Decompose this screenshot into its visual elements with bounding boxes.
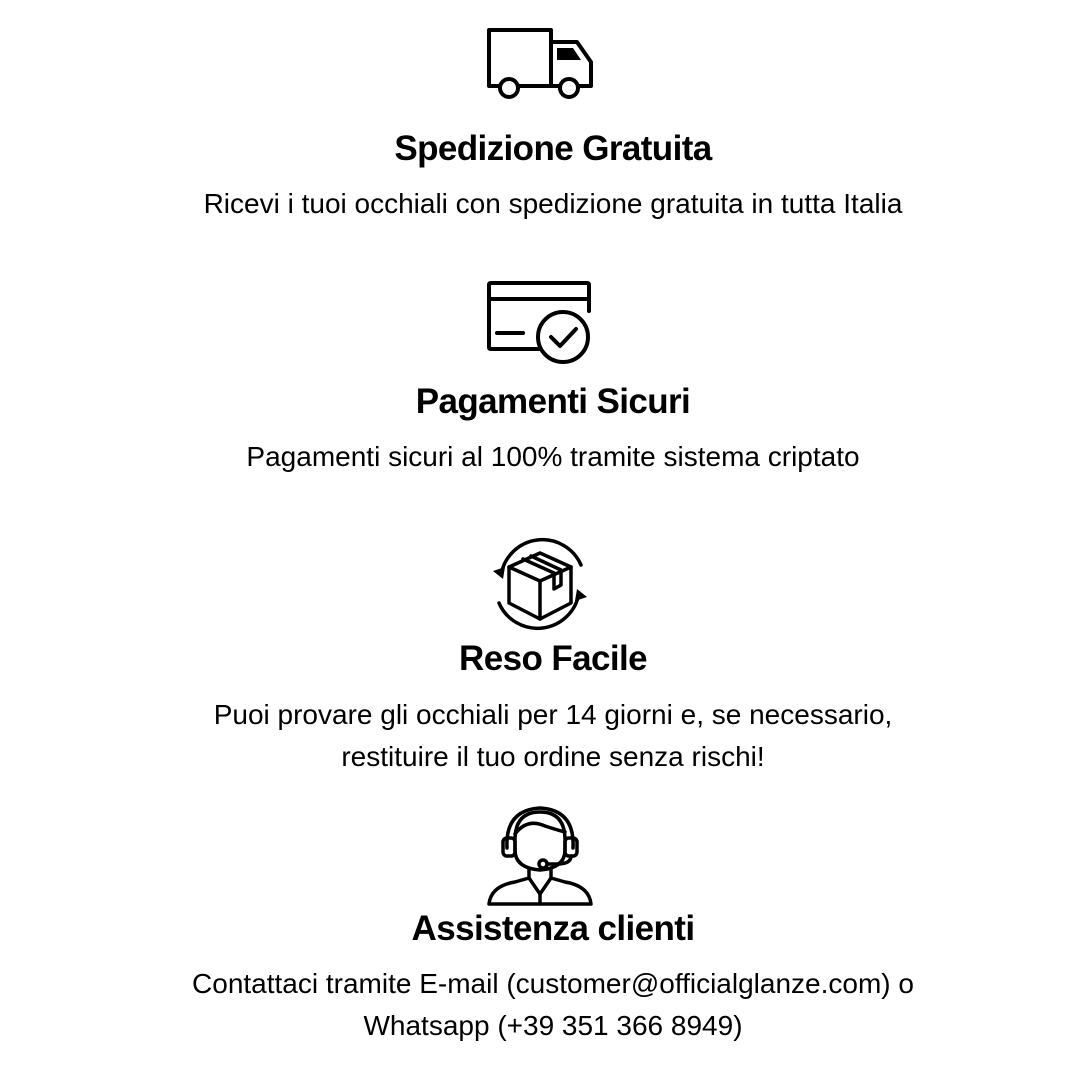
secure-card-check-icon — [485, 279, 595, 365]
feature-description: Contattaci tramite E-mail (customer@officialglanze.com) o — [192, 968, 914, 999]
feature-description: Puoi provare gli occhiali per 14 giorni e, se necessario, — [213, 699, 893, 730]
feature-title: Spedizione Gratuita — [394, 129, 712, 168]
feature-title: Assistenza clienti — [411, 909, 695, 948]
delivery-truck-icon — [485, 26, 595, 100]
feature-description-line-2: restituire il tuo ordine senza rischi! — [341, 741, 765, 772]
feature-description: Ricevi i tuoi occhiali con spedizione gratuita in tutta Italia — [203, 188, 903, 219]
customer-support-headset-icon — [485, 804, 595, 908]
feature-description: Pagamenti sicuri al 100% tramite sistema criptato — [246, 441, 860, 472]
return-box-icon — [487, 535, 593, 635]
feature-title: Reso Facile — [459, 639, 647, 678]
feature-title: Pagamenti Sicuri — [415, 382, 691, 421]
feature-description-line-2: Whatsapp (+39 351 366 8949) — [363, 1010, 743, 1041]
